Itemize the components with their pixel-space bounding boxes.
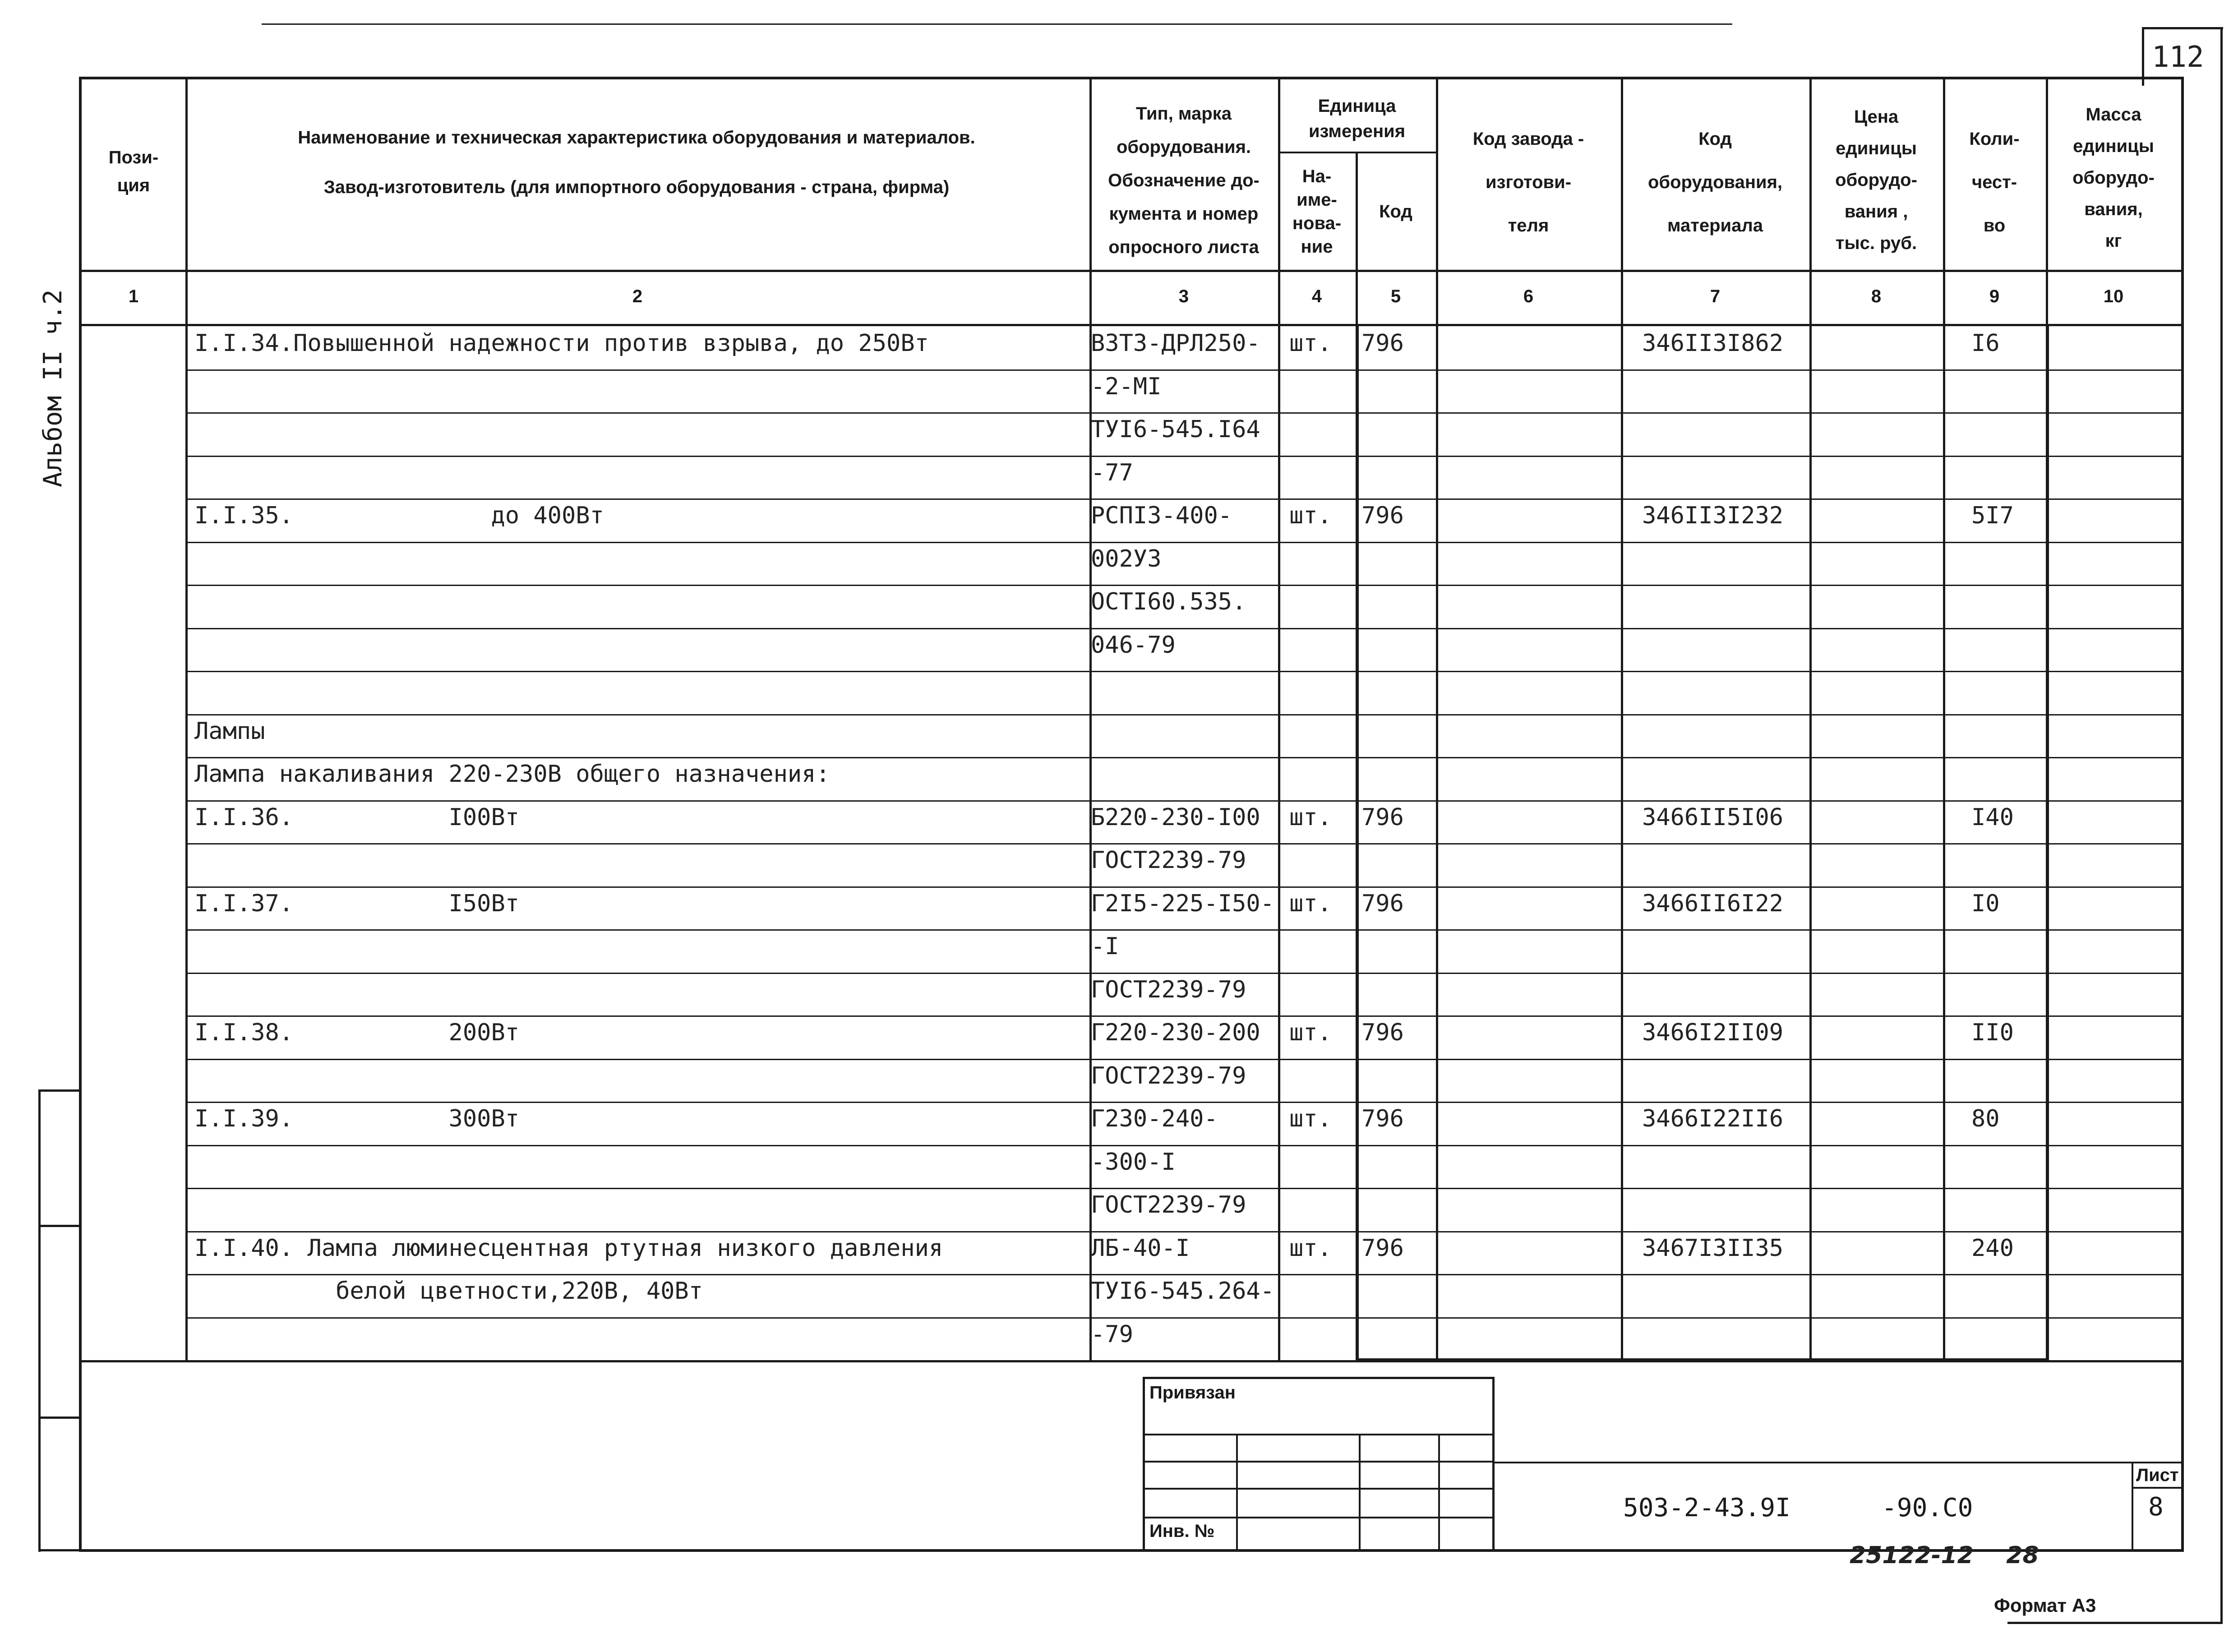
row-type: ГОСТ2239-79 [1091, 1191, 1246, 1218]
row-divider [185, 585, 2181, 586]
row-divider [185, 1059, 2181, 1060]
row-unit: шт. [1289, 1235, 1332, 1262]
stamp-line3 [1143, 1488, 1495, 1490]
page-top-edge [262, 23, 1732, 25]
header-unit-name: На- име- нова- ние [1292, 166, 1342, 257]
outer-right-edge [2220, 27, 2223, 1624]
header-unit-group: Единица измерения [1308, 96, 1406, 141]
row-divider [185, 1317, 2181, 1319]
row-type: -77 [1091, 459, 1133, 486]
row-divider [185, 456, 2181, 457]
row-divider [185, 498, 2181, 500]
sheet-corner-number: 112 [2152, 41, 2204, 74]
row-divider [185, 1015, 2181, 1017]
column-divider [1943, 77, 1945, 1360]
row-unit: шт. [1289, 804, 1332, 831]
row-equipment-code: 346II3I862 [1642, 330, 1784, 357]
row-divider [185, 843, 2181, 844]
row-quantity: 240 [1971, 1235, 2014, 1262]
bold-box-right [2046, 326, 2049, 1360]
row-type: -2-МI [1091, 373, 1162, 400]
row-unit: шт. [1289, 1105, 1332, 1132]
row-divider [185, 671, 2181, 672]
row-name: I.I.37. I50Вт [194, 890, 520, 917]
column-number: 3 [1178, 286, 1189, 306]
row-equipment-code: 3466I2II09 [1642, 1019, 1784, 1046]
column-number: 6 [1523, 286, 1534, 306]
row-name: белой цветности,220В, 40Вт [194, 1278, 703, 1305]
format-label: Формат А3 [1994, 1595, 2096, 1616]
header-mass: Масса единицы оборудо- вания, кг [2072, 105, 2155, 251]
frame-right [2181, 77, 2184, 1552]
row-type: 002У3 [1091, 545, 1162, 572]
stamp-vline1 [1236, 1434, 1238, 1550]
column-number: 10 [2103, 286, 2124, 306]
margin-strip-bottom [38, 1549, 81, 1551]
row-name: I.I.38. 200Вт [194, 1019, 520, 1046]
row-type: Г220-230-200 [1091, 1019, 1260, 1046]
sheet-label: Лист [2136, 1465, 2179, 1485]
row-divider [185, 1274, 2181, 1275]
margin-strip-top [38, 1089, 81, 1092]
row-unit-code: 796 [1361, 890, 1404, 917]
row-quantity: 80 [1971, 1105, 2000, 1132]
stamp-box-top [1143, 1377, 1495, 1379]
handwritten-number: 25122-12 28 [1850, 1542, 2039, 1569]
row-type: РСПI3-400- [1091, 502, 1232, 529]
outer-bottom-edge [2007, 1622, 2223, 1624]
stamp-inv-label: Инв. № [1149, 1521, 1215, 1541]
row-divider [185, 929, 2181, 931]
row-divider [185, 1231, 2181, 1232]
row-unit: шт. [1289, 502, 1332, 529]
row-unit-code: 796 [1361, 502, 1404, 529]
row-name: I.I.36. I00Вт [194, 804, 520, 831]
header-equip-code: Код оборудования, материала [1647, 129, 1783, 235]
row-divider [185, 886, 2181, 888]
row-type: ТУI6-545.264- [1091, 1278, 1274, 1305]
stamp-line2 [1143, 1461, 1495, 1463]
header-quantity: Коли- чест- во [1969, 129, 2020, 235]
row-unit: шт. [1289, 890, 1332, 917]
column-number: 9 [1989, 286, 2000, 306]
row-type: -I [1091, 933, 1119, 960]
margin-strip-mid1 [38, 1225, 81, 1227]
row-divider [185, 369, 2181, 371]
row-equipment-code: 346II3I232 [1642, 502, 1784, 529]
row-type: ЛБ-40-I [1091, 1235, 1190, 1262]
frame-top [79, 77, 2183, 79]
row-quantity: I6 [1971, 330, 2000, 357]
side-label: Альбом II ч.2 [38, 289, 68, 487]
row-name: I.I.40. Лампа люминесцентная ртутная низкого давления [194, 1235, 943, 1262]
row-divider [185, 1188, 2181, 1189]
corner-box-top [2142, 27, 2223, 29]
header-plant-code: Код завода - изготови- теля [1472, 129, 1584, 235]
row-name: Лампа накаливания 220-230В общего назначения: [194, 761, 830, 788]
row-type: Г230-240- [1091, 1105, 1218, 1132]
row-divider [185, 1102, 2181, 1103]
column-divider [1809, 77, 1812, 1360]
row-unit-code: 796 [1361, 330, 1404, 357]
row-quantity: I40 [1971, 804, 2014, 831]
row-name: Лампы [194, 718, 265, 745]
header-name-line2: Завод-изготовитель (для импортного оборудования - страна, фирма) [323, 177, 950, 197]
row-divider [185, 1145, 2181, 1146]
stamp-vline3 [1438, 1434, 1440, 1550]
stamp-vline2 [1359, 1434, 1361, 1550]
row-type: ГОСТ2239-79 [1091, 1062, 1246, 1089]
colnum-bottom-line [79, 324, 2183, 326]
row-type: -79 [1091, 1321, 1133, 1348]
doc-block-top [1495, 1462, 2181, 1463]
sheet-box-left [2132, 1462, 2133, 1550]
row-unit-code: 796 [1361, 1235, 1404, 1262]
column-divider [1436, 77, 1438, 1360]
column-divider [1278, 77, 1280, 1360]
row-type: Б220-230-I00 [1091, 804, 1260, 831]
stamp-box-right [1492, 1377, 1495, 1550]
margin-strip-left [38, 1089, 41, 1552]
row-unit-code: 796 [1361, 1019, 1404, 1046]
row-equipment-code: 3466II6I22 [1642, 890, 1784, 917]
row-type: ТУI6-545.I64 [1091, 416, 1260, 443]
column-divider [1621, 77, 1623, 1360]
header-price: Цена единицы оборудо- вания , тыс. руб. [1835, 107, 1917, 253]
stamp-box-left [1143, 1377, 1145, 1550]
row-quantity: II0 [1971, 1019, 2014, 1046]
row-type: ГОСТ2239-79 [1091, 976, 1246, 1003]
column-number: 7 [1710, 286, 1721, 306]
margin-strip-mid2 [38, 1417, 81, 1419]
row-unit-code: 796 [1361, 1105, 1404, 1132]
row-divider [185, 757, 2181, 758]
row-divider [185, 542, 2181, 543]
sheet-box-mid [2132, 1487, 2181, 1489]
row-unit-code: 796 [1361, 804, 1404, 831]
header-unit-code: Код [1379, 202, 1412, 221]
stamp-line1 [1143, 1434, 1495, 1435]
column-number: 4 [1311, 286, 1322, 306]
row-unit: шт. [1289, 330, 1332, 357]
header-name-line1: Наименование и техническая характеристика оборудования и материалов. [298, 128, 975, 148]
column-number: 1 [128, 286, 139, 306]
stamp-line4 [1143, 1517, 1495, 1518]
row-equipment-code: 3466II5I06 [1642, 804, 1784, 831]
row-unit: шт. [1289, 1019, 1332, 1046]
row-type: 046-79 [1091, 632, 1176, 659]
row-equipment-code: 3467I3II35 [1642, 1235, 1784, 1262]
bold-box-left [1356, 326, 1359, 1360]
row-equipment-code: 3466I22II6 [1642, 1105, 1784, 1132]
row-type: Г2I5-225-I50- [1091, 890, 1274, 917]
row-type: ГОСТ2239-79 [1091, 847, 1246, 874]
row-type: ОСТI60.535. [1091, 588, 1246, 615]
row-name: I.I.35. до 400Вт [194, 502, 604, 529]
row-divider [185, 714, 2181, 715]
header-type: Тип, марка оборудования. Обозначение до- кумента и номер опросного листа [1108, 104, 1260, 257]
row-type: ВЗТ3-ДРЛ250- [1091, 330, 1260, 357]
column-divider [185, 77, 188, 1360]
row-quantity: I0 [1971, 890, 2000, 917]
row-divider [185, 412, 2181, 414]
corner-box-left [2142, 27, 2144, 86]
sheet-number: 8 [2148, 1492, 2164, 1522]
row-name: I.I.34.Повышенной надежности против взрыва, до 250Вт [194, 330, 929, 357]
row-type: -300-I [1091, 1149, 1176, 1176]
row-divider [185, 973, 2181, 974]
row-divider [185, 800, 2181, 802]
column-number: 5 [1390, 286, 1401, 306]
column-number: 8 [1871, 286, 1882, 306]
header-position: Пози- ция [108, 148, 159, 195]
column-number: 2 [632, 286, 643, 306]
row-quantity: 5I7 [1971, 502, 2014, 529]
row-name: I.I.39. 300Вт [194, 1105, 520, 1132]
stamp-bound-label: Привязан [1149, 1383, 1236, 1403]
row-divider [185, 628, 2181, 629]
doc-code: 503-2-43.9I -90.C0 [1623, 1493, 1973, 1523]
bold-box-bottom [1356, 1358, 2049, 1361]
